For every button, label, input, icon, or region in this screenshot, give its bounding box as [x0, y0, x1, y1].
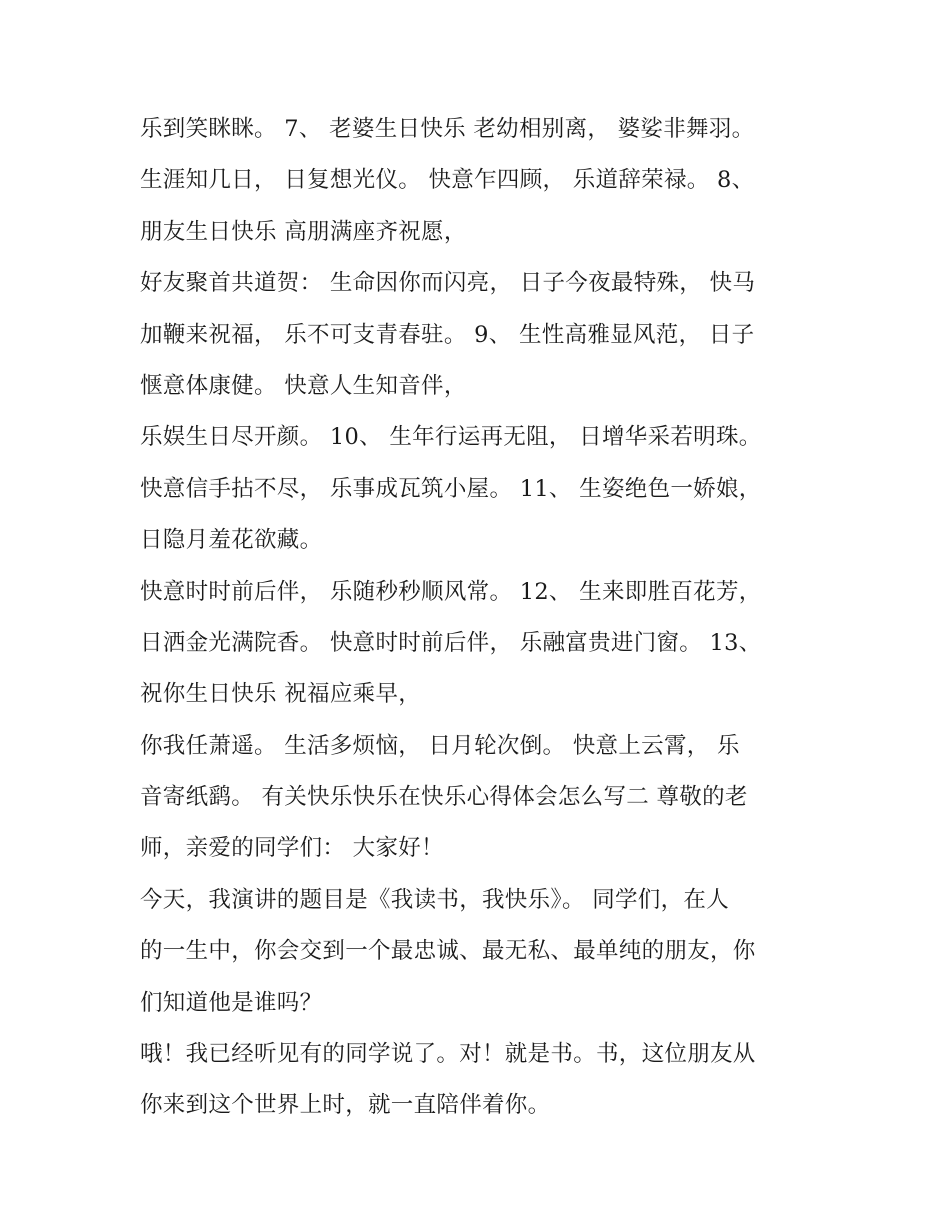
- text-line-13: 你我任萧遥。 生活多烦恼， 日月轮次倒。 快意上云霄， 乐: [140, 732, 740, 759]
- text-line-14: 音寄纸鹞。 有关快乐快乐在快乐心得体会怎么写二 尊敬的老: [140, 784, 748, 811]
- text-line-4: 好友聚首共道贺： 生命因你而闪亮， 日子今夜最特殊， 快马: [140, 270, 756, 297]
- text-line-12: 祝你生日快乐 祝福应乘早，: [140, 681, 422, 708]
- text-line-1: 乐到笑眯眯。 7、 老婆生日快乐 老幼相别离， 婆娑非舞羽。: [140, 116, 755, 142]
- text-line-18: 们知道他是谁吗？: [140, 989, 323, 1016]
- text-line-3: 朋友生日快乐 高朋满座齐祝愿，: [140, 218, 467, 245]
- text-line-17: 的一生中，你会交到一个最忠诚、最无私、最单纯的朋友，你: [140, 938, 756, 965]
- text-line-7: 乐娱生日尽开颜。 10、 生年行运再无阻， 日增华采若明珠。: [140, 424, 762, 451]
- text-line-6: 惬意体康健。 快意人生知音伴，: [140, 372, 467, 399]
- text-line-16: 今天，我演讲的题目是《我读书，我快乐》。 同学们，在人: [140, 886, 730, 913]
- body-text: [140, 104, 830, 1132]
- text-line-15: 师，亲爱的同学们： 大家好！: [140, 835, 444, 862]
- text-line-2: 生涯知几日， 日复想光仪。 快意乍四顾， 乐道辞荣禄。 8、: [140, 167, 755, 194]
- text-line-9: 日隐月羞花欲藏。: [140, 527, 323, 554]
- text-line-5: 加鞭来祝福， 乐不可支青春驻。 9、 生性高雅显风范， 日子: [140, 321, 755, 348]
- text-line-19: 哦！我已经听见有的同学说了。对！就是书。书，这位朋友从: [140, 1041, 756, 1068]
- text-line-20: 你来到这个世界上时，就一直陪伴着你。: [140, 1092, 551, 1119]
- text-line-11: 日洒金光满院香。 快意时时前后伴， 乐融富贵进门窗。 13、: [140, 629, 762, 656]
- text-line-10: 快意时时前后伴， 乐随秒秒顺风常。 12、 生来即胜百花芳，: [140, 578, 762, 605]
- text-line-8: 快意信手拈不尽， 乐事成瓦筑小屋。 11、 生姿绝色一娇娘，: [140, 475, 762, 502]
